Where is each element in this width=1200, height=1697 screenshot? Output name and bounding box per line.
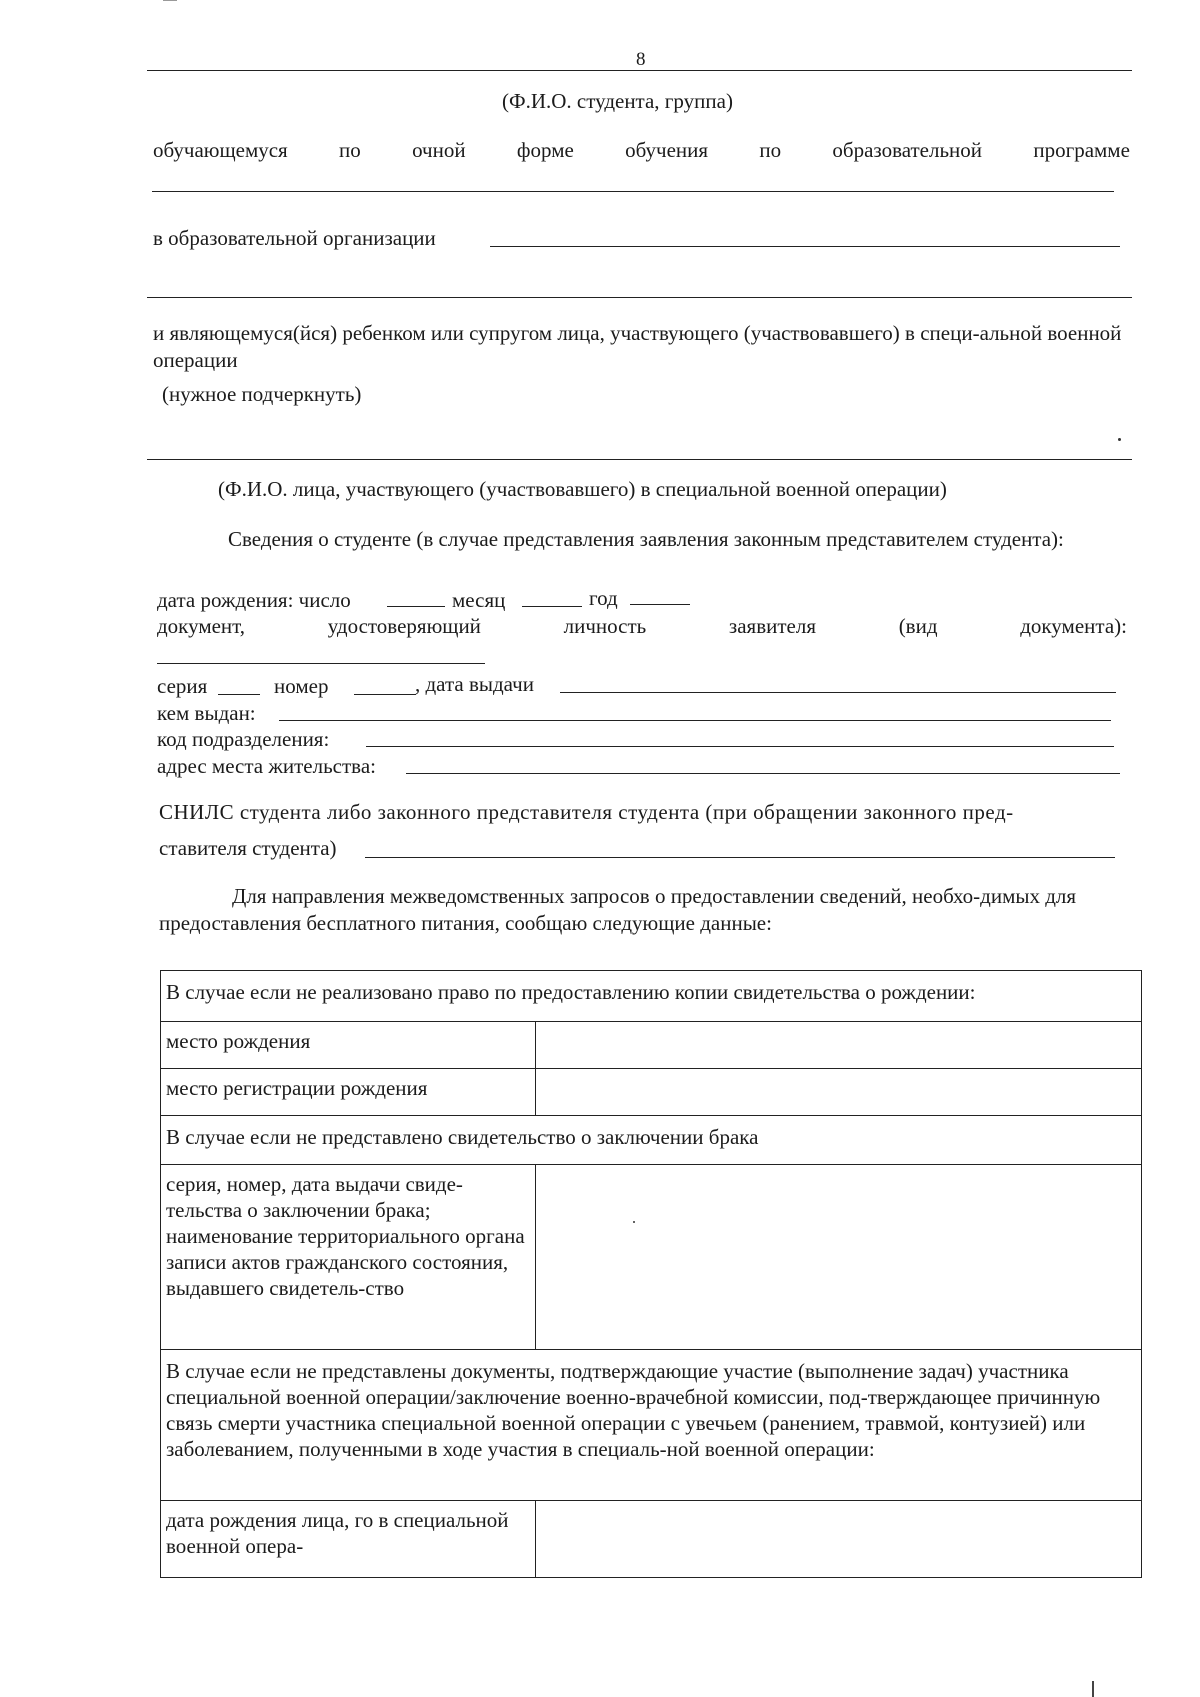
scan-mark bbox=[1092, 1681, 1094, 1697]
birth-day-field[interactable] bbox=[387, 606, 445, 607]
scan-mark bbox=[163, 0, 177, 1]
word: программе bbox=[1033, 138, 1130, 162]
table-row bbox=[161, 971, 1142, 1022]
word: по bbox=[759, 138, 782, 162]
dept-code-field[interactable] bbox=[366, 746, 1114, 747]
word: документ, bbox=[157, 614, 246, 638]
scan-dot bbox=[633, 1221, 635, 1223]
marriage-details-label: серия, номер, дата выдачи свиде-тельства о заключении брака; наименование территориального органа записи актов гражданского состояния, выдавшего свидетель-ство bbox=[161, 1165, 536, 1350]
caption-student: (Ф.И.О. студента, группа) bbox=[502, 89, 733, 113]
word: обучающемуся bbox=[153, 138, 288, 162]
svo-birth-date-label: дата рождения лица, го в специальной военной опера- bbox=[161, 1501, 536, 1578]
table-row bbox=[161, 1069, 1142, 1116]
snils-line-2: ставителя студента) bbox=[159, 836, 337, 860]
doc-type-field[interactable] bbox=[157, 663, 485, 664]
org-field[interactable] bbox=[490, 246, 1120, 247]
issue-date-field[interactable] bbox=[560, 692, 1116, 693]
word: документа): bbox=[1020, 614, 1127, 638]
address-label: адрес места жительства: bbox=[157, 754, 376, 778]
info-table bbox=[160, 970, 1142, 1578]
snils-field[interactable] bbox=[365, 857, 1115, 858]
org-label: в образовательной организации bbox=[153, 226, 436, 250]
caption-svo: (Ф.И.О. лица, участвующего (участвовавшего) в специальной военной операции) bbox=[218, 477, 947, 501]
page-number: 8 bbox=[636, 49, 646, 70]
number-field[interactable] bbox=[354, 694, 416, 695]
table-row bbox=[161, 1022, 1142, 1069]
birth-year-label: год bbox=[589, 586, 618, 610]
request-paragraph: Для направления межведомственных запросов о предоставлении сведений, необхо-димых для предоставления бесплатного питания, сообщаю следующие данные: bbox=[159, 884, 1077, 935]
doc-line bbox=[157, 614, 1127, 639]
top-rule bbox=[147, 70, 1132, 71]
word: личность bbox=[563, 614, 647, 638]
series-field[interactable] bbox=[218, 694, 260, 695]
birth-reg-place-value[interactable] bbox=[536, 1069, 1142, 1116]
word: заявителя bbox=[728, 614, 816, 638]
word: удостоверяющий bbox=[327, 614, 481, 638]
underline-note: (нужное подчеркнуть) bbox=[162, 382, 362, 406]
address-field[interactable] bbox=[406, 773, 1120, 774]
snils-line-1: СНИЛС студента либо законного представителя студента (при обращении законного пред- bbox=[159, 800, 1014, 824]
org-field-continued[interactable] bbox=[147, 297, 1132, 298]
row-marriage-header: В случае если не представлено свидетельство о заключении брака bbox=[161, 1116, 1142, 1165]
birth-month-field[interactable] bbox=[522, 606, 582, 607]
issued-by-label: кем выдан: bbox=[157, 701, 256, 725]
table-row bbox=[161, 1501, 1142, 1578]
birth-label: дата рождения: число bbox=[157, 588, 351, 612]
scan-dot bbox=[1118, 438, 1121, 441]
info-paragraph: Сведения о студенте (в случае представления заявления законным представителем студента): bbox=[228, 527, 1064, 551]
program-line bbox=[153, 138, 1130, 163]
word: образовательной bbox=[832, 138, 983, 162]
birth-place-label: место рождения bbox=[161, 1022, 536, 1069]
word: обучения bbox=[625, 138, 709, 162]
word: по bbox=[339, 138, 361, 162]
child-paragraph: и являющемуся(йся) ребенком или супругом лица, участвующего (участвовавшего) в специ-альной военной операции bbox=[153, 321, 1122, 372]
birth-place-value[interactable] bbox=[536, 1022, 1142, 1069]
program-field[interactable] bbox=[152, 191, 1114, 192]
dept-code-label: код подразделения: bbox=[157, 727, 330, 751]
number-label: номер bbox=[274, 674, 329, 698]
word: (вид bbox=[898, 614, 938, 638]
word: форме bbox=[516, 138, 574, 162]
table-row bbox=[161, 1165, 1142, 1350]
series-label: серия bbox=[157, 674, 208, 698]
row-birth-cert-header: В случае если не реализовано право по предоставлению копии свидетельства о рождении: bbox=[161, 971, 1142, 1022]
marriage-details-value[interactable] bbox=[536, 1165, 1142, 1350]
row-svo-docs-header: В случае если не представлены документы, подтверждающие участие (выполнение задач) участника специальной военной операции/заключение военно-врачебной комиссии, под-тверждающее причинную связь смерти участника специальной военной операции с увечьем (ранением, травмой, контузией) или заболеванием, полученными в ходе участия в специаль-ной военной операции: bbox=[161, 1350, 1142, 1501]
svo-birth-date-value[interactable] bbox=[536, 1501, 1142, 1578]
issue-date-label: , дата выдачи bbox=[415, 672, 534, 696]
word: очной bbox=[412, 138, 466, 162]
table-row bbox=[161, 1350, 1142, 1501]
birth-month-label: месяц bbox=[452, 588, 506, 612]
svo-person-field[interactable] bbox=[147, 459, 1132, 460]
birth-reg-place-label: место регистрации рождения bbox=[161, 1069, 536, 1116]
table-row bbox=[161, 1116, 1142, 1165]
issued-by-field[interactable] bbox=[279, 720, 1111, 721]
birth-year-field[interactable] bbox=[630, 604, 690, 605]
